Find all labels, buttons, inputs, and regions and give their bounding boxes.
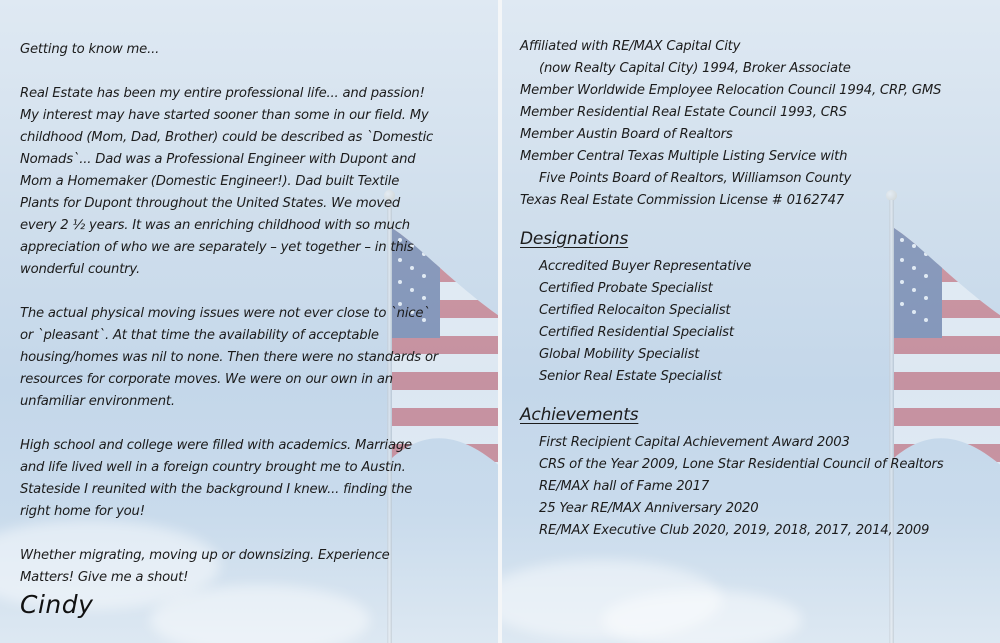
bio-paragraph: High school and college were filled with academics. Marriage and life lived well in a foreign country brought me to Austin. Stateside I reunited with the background I knew... finding the right home for you! <box>20 438 413 519</box>
affiliation-item: Five Points Board of Realtors, Williamson County <box>539 171 852 186</box>
cloud-decoration <box>602 590 802 643</box>
designations-heading: Designations <box>520 229 629 249</box>
designation-item: Certified Relocaiton Specialist <box>539 303 731 318</box>
credentials-text <box>520 36 980 542</box>
designation-item: Accredited Buyer Representative <box>539 259 752 274</box>
designations-list <box>520 256 980 388</box>
achievement-item: 25 Year RE/MAX Anniversary 2020 <box>539 501 759 516</box>
designation-item: Certified Probate Specialist <box>539 281 713 296</box>
greeting: Getting to know me... <box>20 42 160 57</box>
achievement-item: RE/MAX hall of Fame 2017 <box>539 479 710 494</box>
bio-paragraph: The actual physical moving issues were not ever close to `nice` or `pleasant`. At that time the availability of acceptable housing/homes was nil to none. Then there were no standards or resources for corporate moves. We were on our own in an unfamiliar environment. <box>20 306 439 409</box>
about-me-text <box>20 39 440 611</box>
achievement-item: RE/MAX Executive Club 2020, 2019, 2018, 2017, 2014, 2009 <box>539 523 930 538</box>
designation-item: Global Mobility Specialist <box>539 347 700 362</box>
achievements-heading: Achievements <box>520 405 639 425</box>
designation-item: Certified Residential Specialist <box>539 325 734 340</box>
affiliation-item: Texas Real Estate Commission License # 0162747 <box>520 193 844 208</box>
signature: Cindy <box>20 590 94 619</box>
affiliations-list <box>520 36 980 212</box>
bio-paragraph: Whether migrating, moving up or downsizing. Experience Matters! Give me a shout! <box>20 548 390 585</box>
achievement-item: First Recipient Capital Achievement Award 2003 <box>539 435 850 450</box>
designation-item: Senior Real Estate Specialist <box>539 369 722 384</box>
achievements-list <box>520 432 980 542</box>
bio-paragraph: Real Estate has been my entire professional life... and passion! My interest may have started sooner than some in our field. My childhood (Mom, Dad, Brother) could be described as `Domestic Nomads`... Dad was a Professional Engineer with Dupont and Mom a Homemaker (Domestic Engineer!). Dad built Textile Plants for Dupont throughout the United States. We moved every 2 ½ years. It was an enriching childhood with so much appreciation of who we are separately – yet together – in this wonderful country. <box>20 86 434 277</box>
affiliation-item: Member Austin Board of Realtors <box>520 127 733 142</box>
achievement-item: CRS of the Year 2009, Lone Star Residential Council of Realtors <box>539 457 944 472</box>
affiliation-item: Member Central Texas Multiple Listing Service with <box>520 149 848 164</box>
affiliation-item: (now Realty Capital City) 1994, Broker Associate <box>539 61 851 76</box>
affiliation-item: Affiliated with RE/MAX Capital City <box>520 39 741 54</box>
affiliation-item: Member Worldwide Employee Relocation Council 1994, CRP, GMS <box>520 83 942 98</box>
affiliation-item: Member Residential Real Estate Council 1993, CRS <box>520 105 847 120</box>
